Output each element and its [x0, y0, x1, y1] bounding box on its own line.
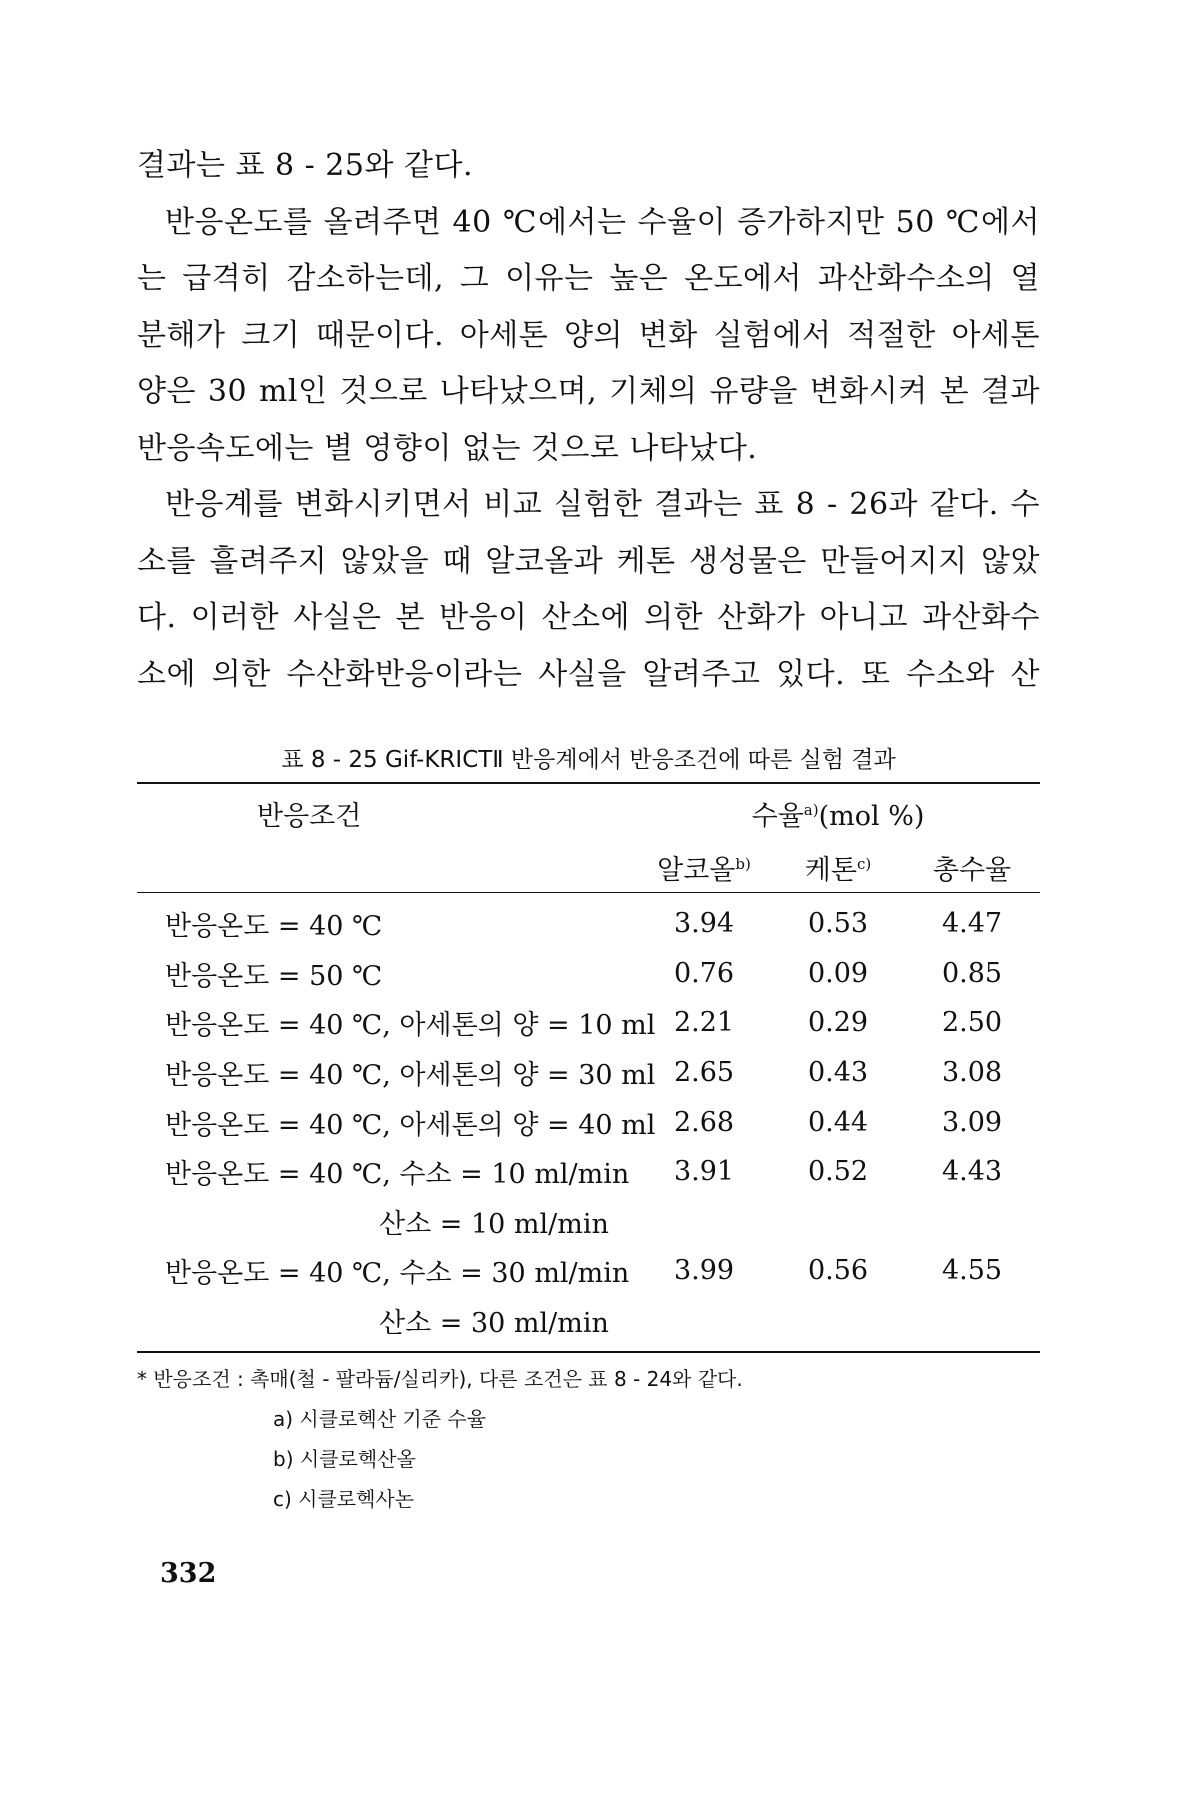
cell-condition: 산소 = 10 ml/min — [379, 1208, 609, 1240]
table-row — [137, 1097, 1040, 1147]
cell-total: 4.47 — [941, 908, 1003, 940]
cell-total: 2.50 — [941, 1007, 1003, 1039]
header-alcohol-sup: b) — [735, 854, 751, 873]
cell-alcohol: 2.68 — [673, 1106, 735, 1138]
page-number: 332 — [160, 1558, 217, 1589]
table-row — [137, 1296, 1040, 1346]
cell-condition: 반응온도 = 40 ℃, 아세톤의 양 = 40 ml — [165, 1109, 656, 1141]
table-row — [137, 1246, 1040, 1296]
text-line: 소를 흘려주지 않았을 때 알코올과 케톤 생성물은 만들어지지 않았 — [137, 543, 1040, 579]
cell-ketone: 0.53 — [807, 908, 869, 940]
cell-alcohol: 2.65 — [673, 1057, 735, 1089]
text-line: 는 급격히 감소하는데, 그 이유는 높은 온도에서 과산화수소의 열 — [137, 261, 1040, 296]
note-main: * 반응조건 : 촉매(철 - 팔라듐/실리카), 다른 조건은 표 8 - 24와 같다. — [137, 1367, 743, 1391]
cell-ketone: 0.29 — [807, 1007, 869, 1039]
table-row — [137, 1147, 1040, 1197]
cell-condition: 반응온도 = 40 ℃, 수소 = 30 ml/min — [165, 1258, 630, 1290]
table-subheader-row — [137, 842, 1040, 892]
cell-condition: 반응온도 = 40 ℃, 아세톤의 양 = 30 ml — [165, 1060, 656, 1092]
table-bottom-rule — [137, 1351, 1040, 1353]
header-ketone-label: 케톤 — [804, 854, 857, 886]
text-line: 소에 의한 수산화반응이라는 사실을 알려주고 있다. 또 수소와 산 — [137, 656, 1040, 692]
cell-alcohol: 3.99 — [673, 1255, 735, 1287]
cell-total: 4.43 — [941, 1156, 1003, 1188]
cell-alcohol: 3.91 — [673, 1156, 735, 1188]
table-body — [137, 893, 1040, 1351]
cell-condition: 산소 = 30 ml/min — [379, 1308, 609, 1340]
body-text — [137, 138, 1040, 703]
text-line: 양은 30 ml인 것으로 나타났으며, 기체의 유량을 변화시켜 본 결과 — [137, 374, 1040, 409]
table-row — [137, 1048, 1040, 1098]
cell-ketone: 0.09 — [807, 957, 869, 989]
table-row — [137, 998, 1040, 1048]
header-alcohol-label: 알코올 — [657, 854, 736, 886]
table-row — [137, 899, 1040, 949]
header-total: 총수율 — [932, 854, 1012, 886]
cell-alcohol: 3.94 — [673, 908, 735, 940]
header-yield-sup: a) — [803, 800, 819, 819]
table-notes — [137, 1359, 743, 1519]
cell-total: 0.85 — [941, 957, 1003, 989]
text-line: 분해가 크기 때문이다. 아세톤 양의 변화 실험에서 적절한 아세톤 — [137, 317, 1040, 353]
cell-condition: 반응온도 = 50 ℃ — [165, 960, 383, 992]
table-row — [137, 949, 1040, 999]
header-yield-label: 수율 — [751, 800, 804, 832]
cell-ketone: 0.44 — [807, 1106, 869, 1138]
text-line: 반응계를 변화시키면서 비교 실험한 결과는 표 8 - 26과 같다. 수 — [165, 487, 1040, 522]
cell-alcohol: 0.76 — [673, 957, 735, 989]
text-line: 결과는 표 8 - 25와 같다. — [137, 148, 473, 183]
cell-condition: 반응온도 = 40 ℃, 아세톤의 양 = 10 ml — [165, 1010, 656, 1042]
table-header-row — [137, 784, 1040, 842]
cell-alcohol: 2.21 — [673, 1007, 735, 1039]
cell-ketone: 0.43 — [807, 1057, 869, 1089]
cell-ketone: 0.56 — [807, 1255, 869, 1287]
results-table — [137, 738, 1040, 1353]
header-yield — [637, 794, 1039, 833]
header-yield-unit: (mol %) — [818, 800, 925, 832]
cell-ketone: 0.52 — [807, 1156, 869, 1188]
text-line: 다. 이러한 사실은 본 반응이 산소에 의한 산화가 아니고 과산화수 — [137, 600, 1040, 635]
header-ketone — [771, 848, 905, 887]
table-row — [137, 1197, 1040, 1247]
note-c: c) 시클로헥사논 — [273, 1487, 415, 1511]
text-line: 반응속도에는 별 영향이 없는 것으로 나타났다. — [137, 430, 758, 466]
cell-condition: 반응온도 = 40 ℃ — [165, 911, 383, 943]
header-condition: 반응조건 — [257, 800, 362, 832]
cell-total: 3.08 — [941, 1057, 1003, 1089]
cell-total: 3.09 — [941, 1106, 1003, 1138]
header-alcohol — [637, 848, 771, 887]
table-caption: 표 8 - 25 Gif-KRICTⅡ 반응계에서 반응조건에 따른 실험 결과 — [281, 747, 896, 773]
cell-condition: 반응온도 = 40 ℃, 수소 = 10 ml/min — [165, 1159, 630, 1191]
note-a: a) 시클로헥산 기준 수율 — [273, 1407, 487, 1431]
text-line: 반응온도를 올려주면 40 ℃에서는 수율이 증가하지만 50 ℃에서 — [165, 204, 1040, 240]
header-ketone-sup: c) — [856, 854, 872, 873]
note-b: b) 시클로헥산올 — [273, 1447, 416, 1471]
cell-total: 4.55 — [941, 1255, 1003, 1287]
